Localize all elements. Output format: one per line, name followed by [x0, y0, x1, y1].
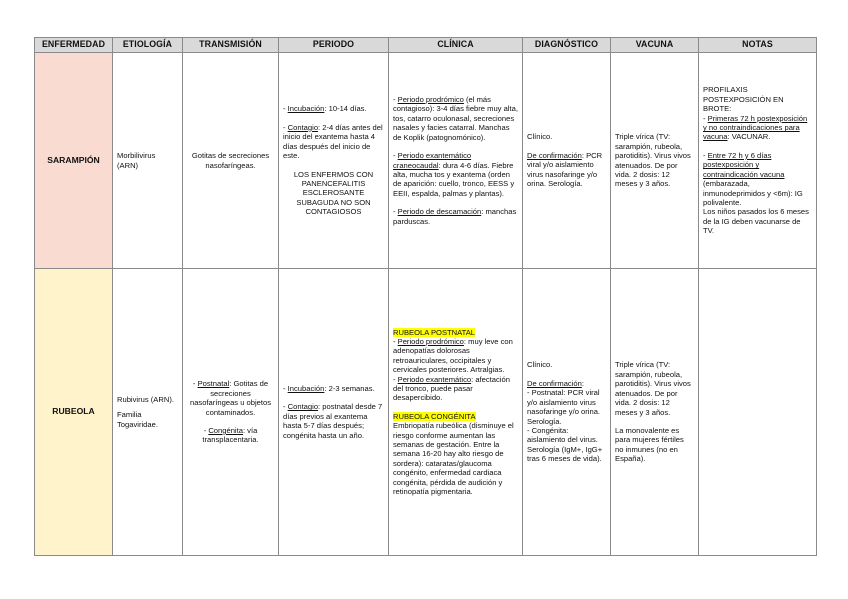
header-periodo: PERIODO	[279, 38, 389, 53]
vacuna-text-1: Triple vírica (TV: sarampión, rubeola, parotiditis). Virus vivos atenuados. De por vida. 2 dosis: 12 meses y 3 años.	[615, 360, 691, 417]
confirmacion-text: :	[581, 378, 584, 388]
etiologia-text-1: Rubivirus (ARN).	[117, 394, 174, 404]
incubacion-label: Incubación	[287, 104, 325, 114]
prodromico-text: : muy leve con adenopatías dolorosas retroauriculares, occipitales y cervicales posteriores. Artralgias.	[393, 336, 513, 375]
clinica-cell	[389, 53, 523, 269]
clinica-cell	[389, 269, 523, 556]
congenita-title: RUBEOLA CONGÉNITA	[393, 411, 476, 421]
descamacion-line: - Periodo de descamación: manchas parduscas.	[393, 207, 517, 226]
congenita-text: : vía transplacentaria.	[202, 425, 259, 445]
contagio-label: Contagio	[287, 402, 319, 412]
prodromico-label: Periodo prodrómico	[397, 336, 464, 346]
congenita-line: - Congénita: vía transplacentaria.	[202, 425, 259, 445]
congenita-text: Embriopatía rubeólica (disminuye el riesgo conforme aumentan las semanas de gestación. Entre la semana 16-20 hay alto riesgo de sordera): cataratas/glaucoma congénito, enfermedad cardiaca congénita, pérdida de audición y retinopatía pigmentaria.	[393, 421, 514, 497]
transmision-cell	[183, 53, 279, 269]
diagnostico-clinico: Clínico.	[527, 132, 553, 142]
notas-label-2: Entre 72 h y 6 días postexposición y contraindicación vacuna	[703, 150, 785, 179]
vacuna-cell	[611, 53, 699, 269]
etiologia-text: Morbilivirus (ARN)	[117, 151, 156, 170]
confirmacion-text: : PCR viral y/o aislamiento virus nasofaringe y/o orina. Serología.	[527, 150, 603, 189]
transmision-cell	[183, 269, 279, 556]
prodromico-line: - Periodo prodrómico: muy leve con adenopatías dolorosas retroauriculares, occipitales y cervicales posteriores. Artralgias.	[393, 336, 513, 375]
exantematico-line: - Periodo exantemático: afectación del tronco, puede pasar desapercibido.	[393, 374, 510, 403]
contagio-text: : postnatal desde 7 días previos al exantema hasta 5-7 días después; congénita hasta un año.	[283, 402, 383, 440]
header-enfermedad: ENFERMEDAD	[35, 38, 113, 53]
exantematico-text: : afectación del tronco, puede pasar desapercibido.	[393, 374, 510, 403]
header-clinica: CLÍNICA	[389, 38, 523, 53]
descamacion-text: : manchas parduscas.	[393, 207, 517, 226]
confirmacion-label: De confirmación	[527, 378, 582, 388]
notas-text-1: : VACUNAR.	[727, 132, 771, 142]
descamacion-label: Periodo de descamación	[397, 207, 482, 217]
notas-cell	[699, 53, 817, 269]
header-notas: NOTAS	[699, 38, 817, 53]
periodo-note: LOS ENFERMOS CON PANENCEFALITIS ESCLEROSANTE SUBAGUDA NO SON CONTAGIOSOS	[293, 169, 374, 217]
header-diagnostico: DIAGNÓSTICO	[523, 38, 611, 53]
prodromico-text: (el más contagioso): 3-4 días fiebre muy alta, tos, catarro oculonasal, secreciones nasales y facies catarral. Manchas de Koplik (patognomónico).	[393, 95, 518, 142]
diagnostico-clinico: Clínico.	[527, 360, 553, 370]
confirmacion-line	[527, 151, 606, 189]
table-row-sarampion	[35, 53, 817, 269]
diseases-table	[34, 37, 817, 556]
header-row	[35, 38, 817, 53]
header-etiologia: ETIOLOGÍA	[113, 38, 183, 53]
periodo-cell	[279, 53, 389, 269]
exantematico-label: Periodo exantemático craneocaudal	[393, 151, 472, 170]
etiologia-cell	[113, 53, 183, 269]
etiologia-cell	[113, 269, 183, 556]
congenita-title-line	[393, 412, 518, 421]
notas-cell	[699, 269, 817, 556]
postnatal-text: : Gotitas de secreciones nasofaríngeas u objetos contaminados.	[189, 379, 272, 417]
postnatal-line: - Postnatal: Gotitas de secreciones nasofaríngeas u objetos contaminados.	[189, 379, 272, 417]
confirmacion-label: De confirmación	[527, 150, 582, 160]
diagnostico-congenita: - Congénita: aislamiento del virus. Serología (IgM+, IgG+ tras 6 meses de vida).	[527, 425, 603, 464]
confirmacion-line	[527, 379, 606, 388]
postnatal-title-line	[393, 328, 518, 337]
etiologia-text-2: Familia Togaviridae.	[117, 410, 158, 429]
incubacion-line: - Incubación: 10-14 días.	[283, 104, 367, 114]
incubacion-text: : 10-14 días.	[324, 104, 367, 114]
incubacion-label: Incubación	[287, 383, 325, 393]
notas-title: PROFILAXIS POSTEXPOSICIÓN EN BROTE:	[703, 85, 784, 114]
contagio-label: Contagio	[287, 122, 319, 132]
vacuna-text: Triple vírica (TV: sarampión, rubeola, parotiditis). Virus vivos atenuados. De por vida. 2 dosis: 12 meses y 3 años.	[615, 132, 691, 189]
header-transmision: TRANSMISIÓN	[183, 38, 279, 53]
disease-name: RUBEOLA	[35, 269, 113, 556]
diagnostico-postnatal: - Postnatal: PCR viral y/o aislamiento virus nasofaringe y/o orina. Serología.	[527, 388, 601, 426]
contagio-line: - Contagio: 2-4 días antes del inicio del exantema hasta 4 días después del inicio de este.	[283, 122, 383, 161]
notas-line-2: - Entre 72 h y 6 días postexposición y contraindicación vacuna (embarazada, inmunodeprimidos y <6m): IG polivalente.	[703, 150, 803, 207]
contagio-text: : 2-4 días antes del inicio del exantema hasta 4 días después del inicio de este.	[283, 122, 383, 161]
notas-line-3: Los niños pasados los 6 meses de la IG deben vacunarse de TV.	[703, 207, 809, 236]
disease-name: SARAMPIÓN	[35, 53, 113, 269]
incubacion-line: - Incubación: 2-3 semanas.	[283, 383, 375, 393]
notas-label-1: Primeras 72 h postexposición y no contraindicaciones para vacuna	[703, 113, 808, 142]
contagio-line: - Contagio: postnatal desde 7 días previos al exantema hasta 5-7 días después; congénita hasta un año.	[283, 402, 383, 440]
periodo-cell	[279, 269, 389, 556]
vacuna-cell	[611, 269, 699, 556]
exantematico-line: - Periodo exantemático craneocaudal: dura 4-6 días. Fiebre alta, mucha tos y exantema (orden de aparición: cuello, tronco, EESS y EEII, espalda, palmas y plantas).	[393, 151, 515, 198]
notas-text-2: (embarazada, inmunodeprimidos y <6m): IG polivalente.	[703, 179, 803, 207]
exantematico-text: : dura 4-6 días. Fiebre alta, mucha tos y exantema (orden de aparición: cuello, tronco, EESS y EEII, espalda, palmas y plantas).	[393, 160, 515, 198]
diagnostico-cell	[523, 53, 611, 269]
header-vacuna: VACUNA	[611, 38, 699, 53]
incubacion-text: : 2-3 semanas.	[324, 383, 375, 393]
congenita-label: Congénita	[208, 425, 243, 435]
table-row-rubeola	[35, 269, 817, 556]
postnatal-title: RUBEOLA POSTNATAL	[393, 327, 476, 337]
diagnostico-cell	[523, 269, 611, 556]
postnatal-label: Postnatal	[197, 379, 230, 389]
prodromico-label: Periodo prodrómico	[397, 95, 464, 105]
notas-line-1: - Primeras 72 h postexposición y no contraindicaciones para vacuna: VACUNAR.	[703, 113, 808, 142]
exantematico-label: Periodo exantemático	[397, 374, 472, 384]
vacuna-text-2: La monovalente es para mujeres fértiles no inmunes (no en España).	[615, 425, 684, 464]
prodromico-line: - Periodo prodrómico (el más contagioso): 3-4 días fiebre muy alta, tos, catarro oculonasal, secreciones nasales y facies catarral. Manchas de Koplik (patognomónico).	[393, 95, 518, 142]
transmision-text: Gotitas de secreciones nasofaríngeas.	[191, 151, 270, 170]
